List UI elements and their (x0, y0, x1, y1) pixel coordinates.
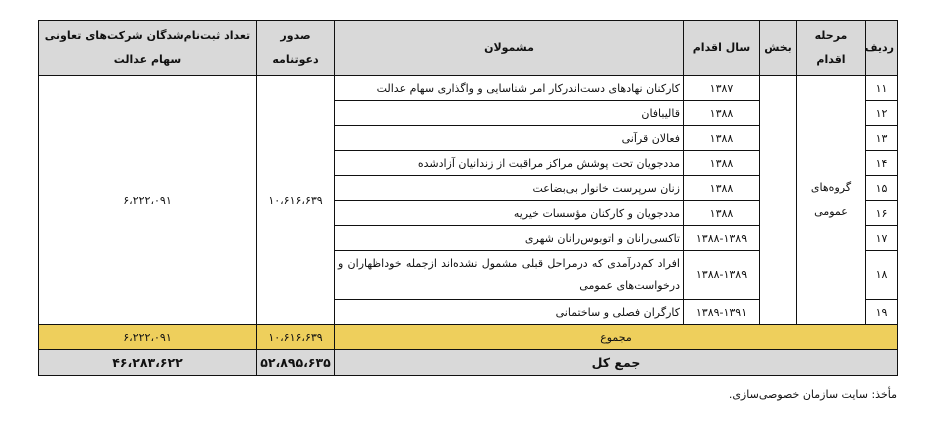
cell-sabtenam-group: ۶،۲۲۲،۰۹۱ (39, 76, 257, 325)
cell-mashmoolan: زنان سرپرست خانوار بی‌بضاعت (335, 176, 684, 201)
cell-radif: ۱۹ (866, 300, 898, 325)
cell-mashmoolan: تاکسی‌رانان و اتوبوس‌رانان شهری (335, 226, 684, 251)
total-sabtenam: ۴۶،۲۸۳،۶۲۲ (39, 350, 257, 376)
cell-sal: ۱۳۸۸-۱۳۸۹ (684, 251, 760, 300)
cell-marhale-group: گروه‌های عمومی (797, 76, 866, 325)
total-row (39, 350, 898, 376)
cell-mashmoolan: مددجویان و کارکنان مؤسسات خیریه (335, 201, 684, 226)
cell-sal: ۱۳۸۸ (684, 101, 760, 126)
cell-mashmoolan: قالیبافان (335, 101, 684, 126)
sum-davatname: ۱۰،۶۱۶،۶۳۹ (257, 325, 335, 350)
total-label: جمع کل (335, 350, 898, 376)
cell-radif: ۱۸ (866, 251, 898, 300)
cell-sal: ۱۳۸۸ (684, 176, 760, 201)
cell-radif: ۱۷ (866, 226, 898, 251)
header-davatname: صدور دعوتنامه (257, 21, 335, 76)
cell-mashmoolan: کارگران فصلی و ساختمانی (335, 300, 684, 325)
cell-radif: ۱۵ (866, 176, 898, 201)
total-davatname: ۵۲،۸۹۵،۶۳۵ (257, 350, 335, 376)
cell-radif: ۱۳ (866, 126, 898, 151)
cell-sal: ۱۳۸۷ (684, 76, 760, 101)
header-row (39, 21, 898, 76)
cell-radif: ۱۲ (866, 101, 898, 126)
sum-row (39, 325, 898, 350)
header-sal: سال اقدام (684, 21, 760, 76)
header-marhale: مرحله اقدام (797, 21, 866, 76)
cell-sal: ۱۳۸۹-۱۳۹۱ (684, 300, 760, 325)
cell-mashmoolan: مددجویان تحت پوشش مراکز مراقبت از زندانیان آزادشده (335, 151, 684, 176)
cell-radif: ۱۴ (866, 151, 898, 176)
header-radif: ردیف (866, 21, 898, 76)
cell-sal: ۱۳۸۸ (684, 201, 760, 226)
header-sabtenam: تعداد ثبت‌نام‌شدگان شرکت‌های تعاونی سهام عدالت (39, 21, 257, 76)
sum-label: مجموع (335, 325, 898, 350)
cell-sal: ۱۳۸۸ (684, 151, 760, 176)
header-mashmoolan: مشمولان (335, 21, 684, 76)
table-row (39, 76, 898, 101)
cell-radif: ۱۱ (866, 76, 898, 101)
cell-mashmoolan: افراد کم‌درآمدی که درمراحل قبلی مشمول نشده‌اند ازجمله خوداظهاران و درخواست‌های عمومی (335, 251, 684, 300)
source-note: مأخذ: سایت سازمان خصوصی‌سازی. (728, 388, 897, 401)
cell-davatname-group: ۱۰،۶۱۶،۶۳۹ (257, 76, 335, 325)
sum-sabtenam: ۶،۲۲۲،۰۹۱ (39, 325, 257, 350)
cell-mashmoolan: فعالان قرآنی (335, 126, 684, 151)
enrollment-table (38, 20, 898, 376)
cell-sal: ۱۳۸۸-۱۳۸۹ (684, 226, 760, 251)
cell-sal: ۱۳۸۸ (684, 126, 760, 151)
cell-bakhsh-empty (760, 76, 797, 325)
header-bakhsh: بخش (760, 21, 797, 76)
cell-mashmoolan: کارکنان نهادهای دست‌اندرکار امر شناسایی و واگذاری سهام عدالت (335, 76, 684, 101)
cell-radif: ۱۶ (866, 201, 898, 226)
